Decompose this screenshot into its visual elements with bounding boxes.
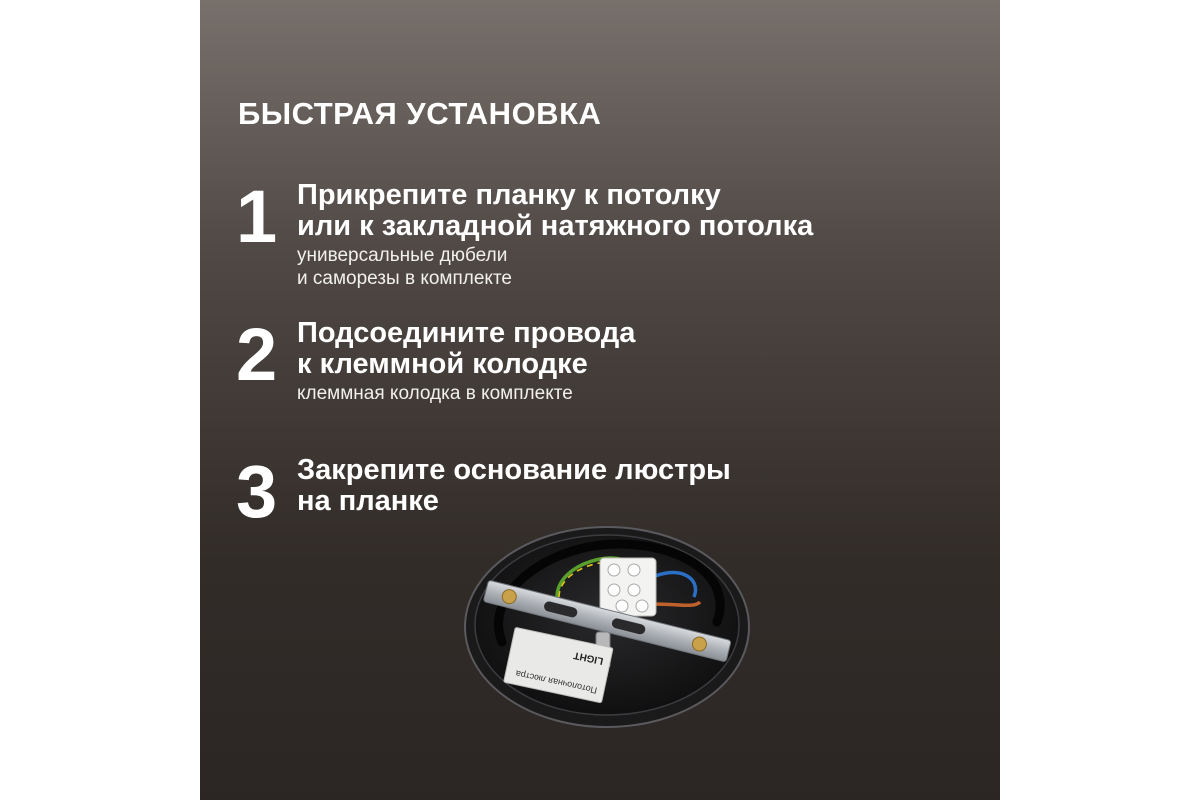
step-note: клеммная колодка в комплекте [297,383,573,404]
step-body [297,318,937,405]
instruction-card [200,0,1000,800]
step-body [297,180,937,290]
product-label-title: Потолочная люстра [514,668,598,696]
terminal-block [600,558,656,616]
headline: БЫСТРАЯ УСТАНОВКА [238,96,602,131]
step-title: Прикрепите планку к потолку или к закладной натяжного потолка [297,179,814,242]
step-note: универсальные дюбели и саморезы в комплекте [297,245,513,289]
product-label-brand: LIGHT [572,649,605,667]
step-title: Подсоедините провода к клеммной колодке [297,317,636,380]
step-number: 3 [236,450,278,533]
step-title: Закрепите основание люстры на планке [297,454,731,517]
step-number: 1 [236,175,278,258]
step-number: 2 [236,313,278,396]
step-body [297,455,937,517]
ceiling-mount-base-image [462,522,752,732]
